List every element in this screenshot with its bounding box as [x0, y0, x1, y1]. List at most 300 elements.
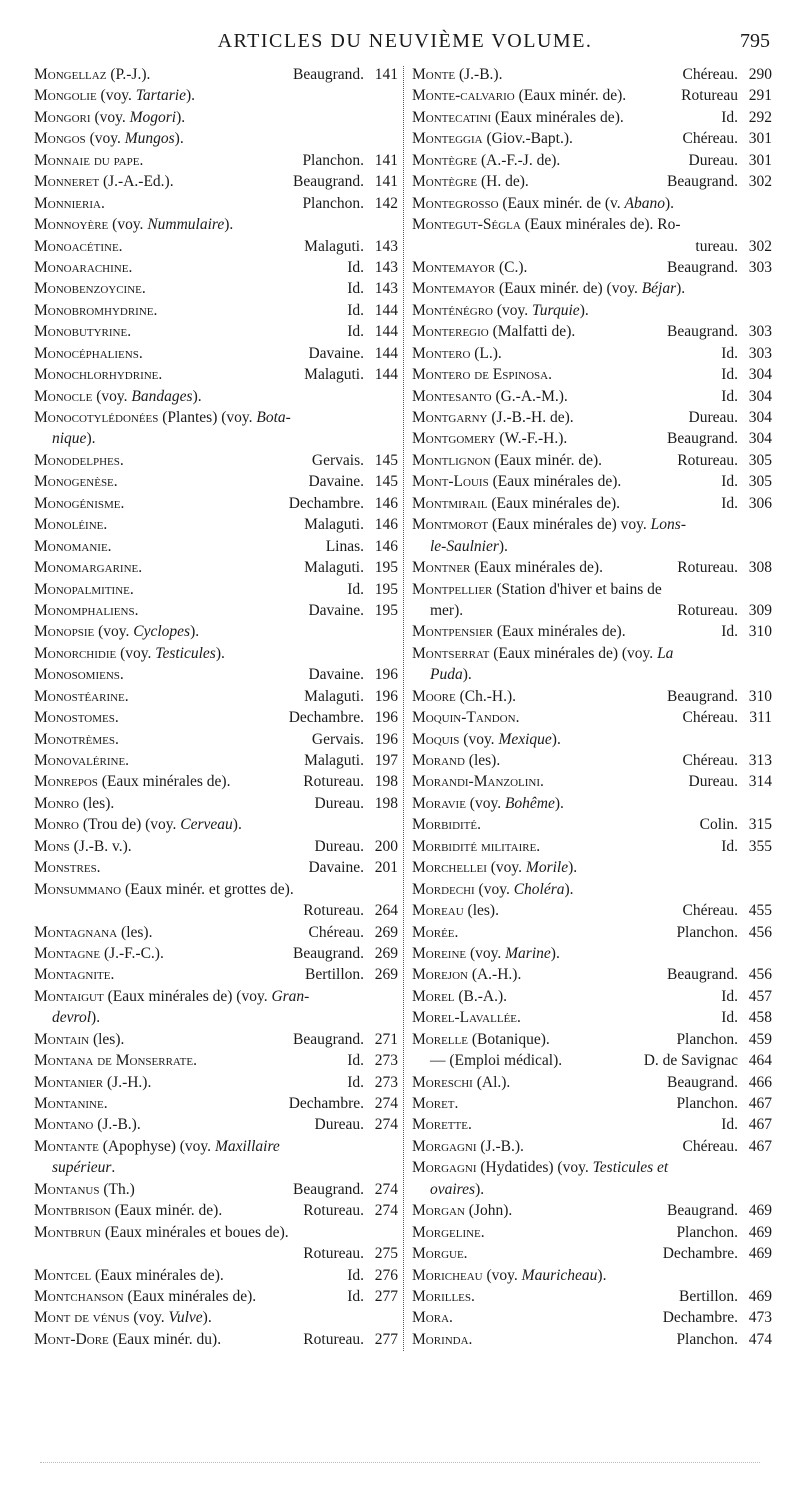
index-entry: [412, 686, 772, 707]
entry-page-number: 301: [748, 151, 772, 169]
entry-headword: Monovalérine.: [34, 752, 130, 769]
entry-headword: Mongellaz: [34, 66, 107, 83]
entry-author: Davaine.: [308, 601, 364, 619]
entry-headword: Morelle: [412, 1030, 468, 1048]
entry-author: Dureau.: [688, 151, 738, 169]
entry-cross-reference: Mauricheau: [521, 1266, 598, 1284]
entry-headword: Monostéarine.: [34, 687, 129, 705]
index-entry: [34, 514, 398, 535]
entry-text: [34, 857, 101, 878]
index-entry: [412, 236, 772, 257]
entry-author: Dureau.: [314, 794, 364, 812]
entry-author: Dechambre.: [288, 494, 364, 512]
index-entry: [34, 150, 398, 171]
entry-cross-reference: nique: [52, 430, 87, 448]
index-entry: [34, 922, 398, 943]
entry-text: [412, 729, 561, 750]
entry-page-number: 456: [748, 923, 772, 941]
entry-detail: (voy.: [465, 794, 505, 812]
entry-page-number: 355: [748, 837, 772, 855]
entry-reference: [312, 450, 398, 471]
entry-page-number: 201: [374, 859, 398, 877]
entry-author: Beaugrand.: [292, 944, 364, 962]
entry-reference: [682, 750, 772, 771]
entry-headword: Montgarny: [412, 409, 488, 426]
entry-reference: [679, 1286, 772, 1307]
entry-headword: Monoacétine.: [34, 237, 123, 255]
entry-text: [34, 1050, 197, 1071]
entry-page-number: 274: [374, 1202, 398, 1220]
entry-headword: Monomargarine.: [34, 559, 143, 577]
entry-reference: [347, 321, 398, 342]
index-entry: [412, 193, 772, 214]
entry-reference: [304, 514, 398, 535]
entry-author: Beaugrand.: [292, 173, 364, 191]
entry-author: Id.: [347, 580, 364, 598]
entry-reference: [676, 1093, 772, 1114]
entry-page-number: 146: [374, 537, 398, 555]
entry-headword: Montbrun: [34, 1223, 101, 1241]
entry-text: [412, 64, 502, 85]
index-entry: [412, 64, 772, 85]
entry-page-number: 196: [374, 709, 398, 727]
entry-page-number: 195: [374, 601, 398, 619]
entry-cross-reference: supérieur: [52, 1159, 112, 1177]
entry-text: [412, 964, 521, 985]
entry-detail: (A.-H.).: [467, 966, 522, 984]
index-column-right: [412, 64, 772, 1350]
entry-author: Id.: [721, 987, 738, 1005]
entry-text: [412, 1093, 458, 1114]
entry-headword: Monrepos: [34, 773, 98, 791]
entry-reference: [721, 836, 772, 857]
entry-page-number: 315: [748, 816, 772, 834]
entry-reference: [293, 171, 398, 192]
entry-author: Beaugrand.: [292, 1180, 364, 1198]
running-title: ARTICLES DU NEUVIÈME VOLUME.: [217, 30, 593, 52]
index-entry: [34, 750, 398, 771]
entry-detail: (B.-A.).: [454, 987, 508, 1005]
entry-author: Bertillon.: [679, 1287, 738, 1305]
entry-author: Rotureau.: [677, 601, 738, 619]
entry-page-number: 310: [748, 687, 772, 705]
entry-text: [34, 1093, 108, 1114]
entry-author: Malaguti.: [304, 752, 364, 769]
entry-author: Id.: [721, 623, 738, 641]
index-entry: [412, 793, 772, 814]
entry-cross-reference: Testicules et: [592, 1159, 669, 1177]
index-entry: [34, 900, 398, 921]
entry-author: Dechambre.: [662, 1309, 738, 1327]
entry-text: [34, 321, 131, 342]
entry-punctuation: ).: [664, 194, 674, 212]
entry-detail: (Eaux minérales de).: [91, 1266, 224, 1284]
entry-text: [412, 1307, 453, 1328]
entry-punctuation: ).: [202, 1309, 212, 1327]
entry-author: Davaine.: [308, 859, 364, 877]
entry-page-number: 142: [374, 194, 398, 212]
entry-reference: [303, 1243, 398, 1264]
entry-headword: Morgeline.: [412, 1223, 485, 1241]
entry-reference: [304, 686, 398, 707]
entry-author: Rotureau.: [303, 773, 364, 791]
entry-text: [412, 621, 626, 642]
entry-reference: [312, 729, 398, 750]
entry-text: [34, 943, 164, 964]
index-entry: [34, 343, 398, 364]
entry-text: [34, 986, 309, 1007]
entry-headword: Morbidité militaire.: [412, 837, 541, 855]
entry-text: [34, 579, 134, 600]
entry-reference: [308, 471, 398, 492]
entry-page-number: 196: [374, 666, 398, 684]
entry-author: Id.: [721, 387, 738, 405]
entry-text: [34, 750, 129, 771]
entry-detail: (les).: [78, 794, 115, 812]
index-entry: [412, 107, 772, 128]
index-entry: [412, 1114, 772, 1135]
entry-detail: (J.-B.).: [476, 1137, 524, 1155]
index-entry: [34, 450, 398, 471]
index-entry: [412, 857, 772, 878]
entry-detail: (Eaux minérales de).: [491, 108, 624, 126]
entry-text: [34, 643, 225, 664]
entry-punctuation: ).: [224, 216, 234, 234]
entry-page-number: 277: [374, 1330, 398, 1348]
entry-headword: Monte-calvario: [412, 87, 515, 105]
entry-reference: [667, 964, 772, 985]
entry-reference: [700, 814, 772, 835]
entry-cross-reference: Puda: [430, 666, 463, 684]
entry-reference: [667, 321, 772, 342]
entry-author: Beaugrand.: [666, 966, 738, 984]
entry-author: Rotureau.: [677, 451, 738, 469]
entry-author: Id.: [347, 323, 364, 341]
entry-reference: [663, 1243, 772, 1264]
index-entry: [34, 771, 398, 792]
entry-headword: Morilles.: [412, 1287, 475, 1305]
entry-author: Chéreau.: [682, 1137, 738, 1155]
entry-punctuation: ).: [475, 1180, 485, 1198]
entry-detail: (Eaux minérales de).: [470, 559, 603, 577]
entry-page-number: 301: [748, 130, 772, 148]
entry-reference: [308, 922, 398, 943]
index-entry: [34, 493, 398, 514]
index-entry: [34, 64, 398, 85]
index-entry: [412, 278, 772, 299]
index-entry: [412, 171, 772, 192]
entry-headword: Morette.: [412, 1116, 472, 1134]
entry-headword: Montpellier: [412, 580, 493, 598]
index-entry: [412, 407, 772, 428]
entry-reference: [303, 771, 398, 792]
entry-page-number: 269: [374, 944, 398, 962]
entry-headword: Montecatini: [412, 108, 492, 126]
entry-text: [34, 621, 199, 642]
entry-headword: Morchellei: [412, 859, 487, 877]
entry-text: [412, 1136, 524, 1157]
entry-text: [430, 1179, 484, 1200]
entry-detail: (Station d'hiver et bains de: [492, 580, 662, 598]
entry-page-number: 306: [748, 494, 772, 512]
entry-reference: [689, 150, 773, 171]
entry-detail: (voy.: [96, 87, 136, 105]
entry-page-number: 198: [374, 773, 398, 791]
entry-headword: Mongori: [34, 108, 91, 126]
index-entry: [34, 729, 398, 750]
index-entry: [412, 1179, 772, 1200]
entry-headword: Montmorot: [412, 516, 489, 534]
index-entry: [412, 343, 772, 364]
entry-reference: [289, 493, 398, 514]
entry-text: [412, 450, 602, 471]
entry-text: [412, 686, 516, 707]
entry-page-number: 196: [374, 730, 398, 748]
entry-headword: Moquin-Tandon.: [412, 709, 520, 727]
entry-reference: [347, 1286, 398, 1307]
entry-punctuation: ).: [190, 623, 200, 641]
entry-reference: [347, 278, 398, 299]
entry-headword: Montchanson: [34, 1287, 124, 1305]
entry-page-number: 273: [374, 1052, 398, 1070]
entry-text: [412, 814, 481, 835]
entry-page-number: 473: [748, 1309, 772, 1327]
entry-author: Id.: [721, 1116, 738, 1134]
index-entry: [34, 986, 398, 1007]
entry-reference: [667, 171, 772, 192]
entry-headword: Morel-Lavallée.: [412, 1009, 521, 1027]
entry-detail: (Eaux minérales et boues de).: [100, 1223, 289, 1241]
entry-reference: [305, 964, 398, 985]
entry-text: [412, 879, 574, 900]
entry-text: [34, 836, 132, 857]
entry-detail: (les).: [464, 752, 501, 769]
entry-reference: [303, 1329, 398, 1350]
entry-detail: (J.-B.).: [455, 66, 503, 83]
entry-page-number: 304: [748, 366, 772, 384]
entry-headword: Monopalmitine.: [34, 580, 134, 598]
index-entry: [34, 857, 398, 878]
index-entry: [412, 386, 772, 407]
entry-detail: (A.-F.-J. de).: [477, 151, 561, 169]
entry-punctuation: ).: [676, 280, 686, 298]
index-entry: [34, 171, 398, 192]
entry-text: [412, 171, 529, 192]
entry-author: Rotureau: [681, 87, 738, 105]
entry-author: Gervais.: [311, 451, 364, 469]
entry-page-number: 197: [374, 752, 398, 769]
entry-headword: Montbrison: [34, 1202, 111, 1220]
entry-text: [430, 536, 508, 557]
entry-page-number: 195: [374, 559, 398, 577]
entry-text: [412, 1007, 521, 1028]
index-entry: [34, 1200, 398, 1221]
entry-detail: (H. de).: [477, 173, 529, 191]
entry-author: Dureau.: [314, 837, 364, 855]
index-entry: [412, 364, 772, 385]
entry-author: Planchon.: [302, 151, 364, 169]
entry-headword: Morgagni: [412, 1159, 477, 1177]
index-entry: [34, 236, 398, 257]
entry-punctuation: ).: [232, 816, 242, 834]
entry-headword: Montero de Espinosa.: [412, 366, 552, 384]
entry-text: [412, 428, 567, 449]
entry-author: Linas.: [325, 537, 364, 555]
entry-author: Malaguti.: [304, 516, 364, 534]
entry-page-number: 145: [374, 473, 398, 491]
entry-text: [412, 643, 673, 664]
entry-reference: [689, 407, 773, 428]
index-entry: [412, 300, 772, 321]
entry-detail: (voy.: [85, 130, 125, 148]
entry-page-number: 277: [374, 1287, 398, 1305]
entry-headword: Mongolie: [34, 87, 97, 105]
entry-detail: (J.-A.-Ed.).: [99, 173, 174, 191]
entry-headword: Monocéphaliens.: [34, 344, 143, 362]
entry-page-number: 303: [748, 344, 772, 362]
entry-author: Malaguti.: [304, 237, 364, 255]
entry-headword: Mont de vénus: [34, 1309, 130, 1327]
entry-headword: Monobromhydrine.: [34, 301, 158, 319]
entry-author: Planchon.: [676, 923, 738, 941]
entry-reference: [721, 386, 772, 407]
footer-rule: [40, 1462, 760, 1467]
entry-text: [412, 1286, 475, 1307]
entry-headword: Montanus: [34, 1180, 100, 1198]
entry-text: [34, 364, 162, 385]
index-entry: [34, 214, 398, 235]
entry-page-number: 303: [748, 258, 772, 276]
entry-headword: Morejon: [412, 966, 468, 984]
entry-page-number: 144: [374, 366, 398, 384]
entry-reference: [308, 857, 398, 878]
entry-text: [34, 450, 124, 471]
index-entry: [412, 1072, 772, 1093]
entry-headword: Monteggia: [412, 130, 483, 148]
entry-page-number: 302: [748, 237, 772, 255]
entry-page-number: 141: [374, 66, 398, 83]
entry-reference: [677, 557, 772, 578]
entry-page-number: 467: [748, 1095, 772, 1112]
entry-headword: Mons: [34, 837, 70, 855]
entry-author: Chéreau.: [308, 923, 364, 941]
entry-detail: (W.-F.-H.).: [495, 430, 568, 448]
index-entry: [34, 643, 398, 664]
entry-text: [34, 793, 114, 814]
entry-text: [34, 1307, 212, 1328]
index-entry: [412, 579, 772, 600]
entry-text: [412, 579, 662, 600]
entry-text: [412, 1029, 550, 1050]
entry-page-number: 143: [374, 237, 398, 255]
entry-text: [412, 793, 564, 814]
entry-text: [412, 300, 589, 321]
entry-reference: [682, 128, 772, 149]
entry-text: [34, 600, 138, 621]
entry-detail: (Eaux minér. de (v.: [498, 194, 625, 212]
entry-author: Beaugrand.: [666, 1202, 738, 1220]
entry-author: Id.: [347, 1052, 364, 1070]
entry-detail: (Eaux minérales de).: [123, 1287, 257, 1305]
entry-reference: [721, 1007, 772, 1028]
entry-author: Beaugrand.: [292, 66, 364, 83]
entry-punctuation: .: [111, 1159, 116, 1177]
entry-text: [412, 1072, 510, 1093]
index-entry: [34, 1072, 398, 1093]
index-entry: [412, 471, 772, 492]
entry-author: Chéreau.: [682, 902, 738, 920]
entry-detail: (voy.: [474, 880, 514, 898]
entry-headword: Montante: [34, 1137, 99, 1155]
index-entry: [34, 428, 398, 449]
entry-text: [34, 1029, 124, 1050]
entry-author: Id.: [721, 344, 738, 362]
entry-text: [430, 664, 472, 685]
entry-cross-reference: Cerveau: [180, 816, 233, 834]
entry-page-number: 290: [748, 66, 772, 83]
column-rule: [403, 66, 405, 1351]
entry-detail: (Eaux minérales de) voy.: [488, 516, 651, 534]
entry-page-number: 276: [374, 1266, 398, 1284]
entry-headword: Montner: [412, 559, 471, 577]
index-entry: [34, 471, 398, 492]
entry-text: [34, 729, 119, 750]
entry-text: [412, 836, 540, 857]
entry-detail: (John).: [464, 1202, 513, 1220]
entry-cross-reference: Mexique: [498, 730, 552, 748]
index-entry: [412, 536, 772, 557]
entry-headword: Montanine.: [34, 1095, 108, 1112]
entry-headword: Monopsie: [34, 623, 95, 641]
entry-reference: [721, 107, 772, 128]
entry-reference: [721, 986, 772, 1007]
index-entry: [34, 85, 398, 106]
entry-text: [34, 1136, 280, 1157]
entry-page-number: 304: [748, 387, 772, 405]
entry-page-number: 458: [748, 1009, 772, 1027]
entry-text: [34, 771, 230, 792]
entry-text: [34, 1286, 256, 1307]
entry-cross-reference: Béjar: [641, 280, 677, 298]
entry-detail: (Eaux minérales de).: [493, 623, 626, 641]
entry-reference: [293, 1179, 398, 1200]
entry-cross-reference: Mogori: [129, 108, 177, 126]
entry-author: Id.: [721, 494, 738, 512]
entry-reference: [326, 536, 398, 557]
entry-detail: (L.).: [470, 344, 502, 362]
entry-page-number: 310: [748, 623, 772, 641]
entry-cross-reference: Bota-: [256, 409, 291, 426]
entry-reference: [676, 1329, 772, 1350]
entry-author: Id.: [347, 280, 364, 298]
entry-headword: Moricheau: [412, 1266, 483, 1284]
entry-detail: (Th.): [99, 1180, 135, 1198]
entry-reference: [721, 471, 772, 492]
index-entry: [412, 729, 772, 750]
entry-text: [412, 750, 500, 771]
entry-headword: Monte: [412, 66, 456, 83]
index-entry: [34, 943, 398, 964]
entry-punctuation: ).: [551, 730, 561, 748]
entry-text: [52, 1157, 115, 1178]
entry-reference: [304, 236, 398, 257]
entry-page-number: 269: [374, 966, 398, 984]
entry-text: [412, 321, 575, 342]
page-header: [40, 26, 770, 56]
entry-reference: [289, 1093, 398, 1114]
entry-headword: Morgan: [412, 1202, 465, 1220]
entry-text: [34, 214, 233, 235]
